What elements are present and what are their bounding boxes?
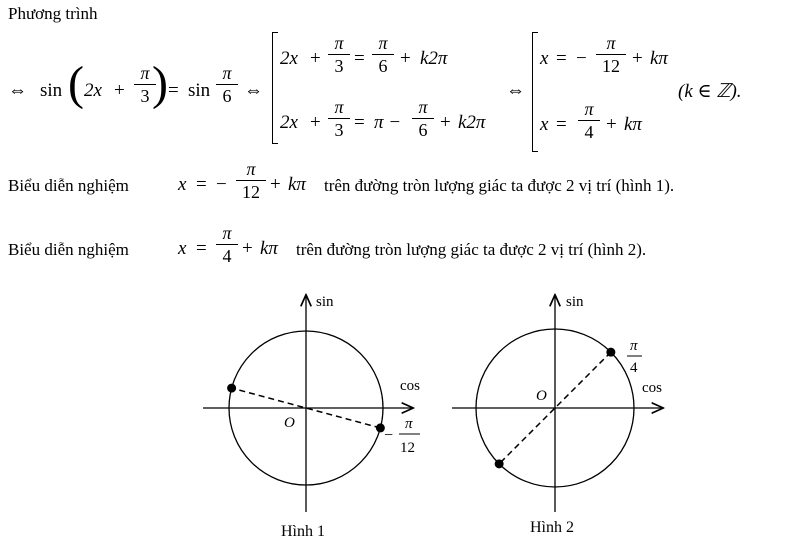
- figure2-point-den: 4: [630, 360, 638, 376]
- intro-text: Phương trình: [8, 4, 98, 23]
- line1-suffix: trên đường tròn lượng giác ta được 2 vị trí (hình 1).: [324, 176, 675, 195]
- figure2-caption: Hình 2: [530, 519, 574, 536]
- figure2-sin-label: sin: [566, 294, 584, 310]
- iff-symbol: ⇔: [8, 80, 27, 101]
- sys1-row1-pi3: π 3: [328, 32, 350, 77]
- figure2-group: [452, 294, 662, 536]
- plus-sign: +: [114, 80, 125, 101]
- iff-symbol-3: ⇔: [506, 80, 525, 101]
- sys2-row2-eq: =: [556, 114, 567, 135]
- figure2-origin-label: O: [536, 388, 547, 404]
- sys1-row1-pi6: π 6: [372, 32, 394, 77]
- fraction-pi-3: π 3: [134, 62, 156, 107]
- line2-prefix: Biểu diễn nghiệm: [8, 240, 129, 259]
- line1-plus: +: [270, 174, 281, 195]
- sys1-row1-plus: +: [310, 48, 321, 69]
- two-x: 2x: [84, 80, 102, 101]
- line2-kpi: kπ: [260, 238, 278, 259]
- line2-suffix: trên đường tròn lượng giác ta được 2 vị trí (hình 2).: [296, 240, 647, 259]
- figure2-point-a: [606, 348, 615, 357]
- line2-plus: +: [242, 238, 253, 259]
- fraction-pi-6: π 6: [216, 62, 238, 107]
- line1-x: x: [178, 174, 187, 195]
- sys2-row2-kpi: kπ: [624, 114, 642, 135]
- line1-minus: −: [216, 174, 227, 195]
- sys1-row2-pi6: π 6: [412, 96, 434, 141]
- figure1-point-sign: −: [384, 427, 394, 444]
- figure1-group: [203, 294, 420, 540]
- sys2-row1-pi12: π 12: [596, 32, 626, 77]
- figure1-caption: Hình 1: [281, 523, 325, 540]
- sys1-row1-k2pi: k2π: [420, 48, 448, 69]
- sys2-row2-x: x: [540, 114, 549, 135]
- figure1-point-den: 12: [400, 440, 415, 456]
- line1-kpi: kπ: [288, 174, 306, 195]
- sys1-row1-plus2: +: [400, 48, 411, 69]
- figure2-point-b: [495, 459, 504, 468]
- left-paren: (: [68, 57, 84, 110]
- sys1-row2-plus2: +: [440, 112, 451, 133]
- line1-eq: =: [196, 174, 207, 195]
- sys2-row1-kpi: kπ: [650, 48, 668, 69]
- figure2-point-num: π: [630, 338, 638, 354]
- figure1-cos-label: cos: [400, 378, 420, 394]
- sys1-row2-plus: +: [310, 112, 321, 133]
- sys2-row2-pi4: π 4: [578, 98, 600, 143]
- sys1-row1-eq: =: [354, 48, 365, 69]
- k-condition: (k ∈ ℤ).: [678, 81, 742, 102]
- sys1-row2-2x: 2x: [280, 112, 298, 133]
- line1-pi12: π 12: [236, 158, 266, 203]
- sys2-row1-x: x: [540, 48, 549, 69]
- right-paren: ): [152, 57, 168, 110]
- equals-sign: =: [168, 80, 179, 101]
- sys1-row2-k2pi: k2π: [458, 112, 486, 133]
- sin-label-2: sin: [188, 80, 211, 101]
- sys2-row2-plus: +: [606, 114, 617, 135]
- figure1-origin-label: O: [284, 415, 295, 431]
- figure1-point-b: [227, 384, 236, 393]
- figure2-cos-label: cos: [642, 380, 662, 396]
- line2-x: x: [178, 238, 187, 259]
- figure1-sin-label: sin: [316, 294, 334, 310]
- sys1-row1-2x: 2x: [280, 48, 298, 69]
- sys1-row2-pi3: π 3: [328, 96, 350, 141]
- line2-eq: =: [196, 238, 207, 259]
- sin-label: sin: [40, 80, 63, 101]
- sys1-row2-pi-minus: π −: [374, 112, 402, 133]
- line1-prefix: Biểu diễn nghiệm: [8, 176, 129, 195]
- sys2-row1-minus: −: [576, 48, 587, 69]
- sys1-row2-eq: =: [354, 112, 365, 133]
- sys2-row1-eq: =: [556, 48, 567, 69]
- iff-symbol-2: ⇔: [244, 80, 263, 101]
- line2-pi4: π 4: [216, 222, 238, 267]
- figure1-point-num: π: [405, 416, 413, 432]
- sys2-row1-plus: +: [632, 48, 643, 69]
